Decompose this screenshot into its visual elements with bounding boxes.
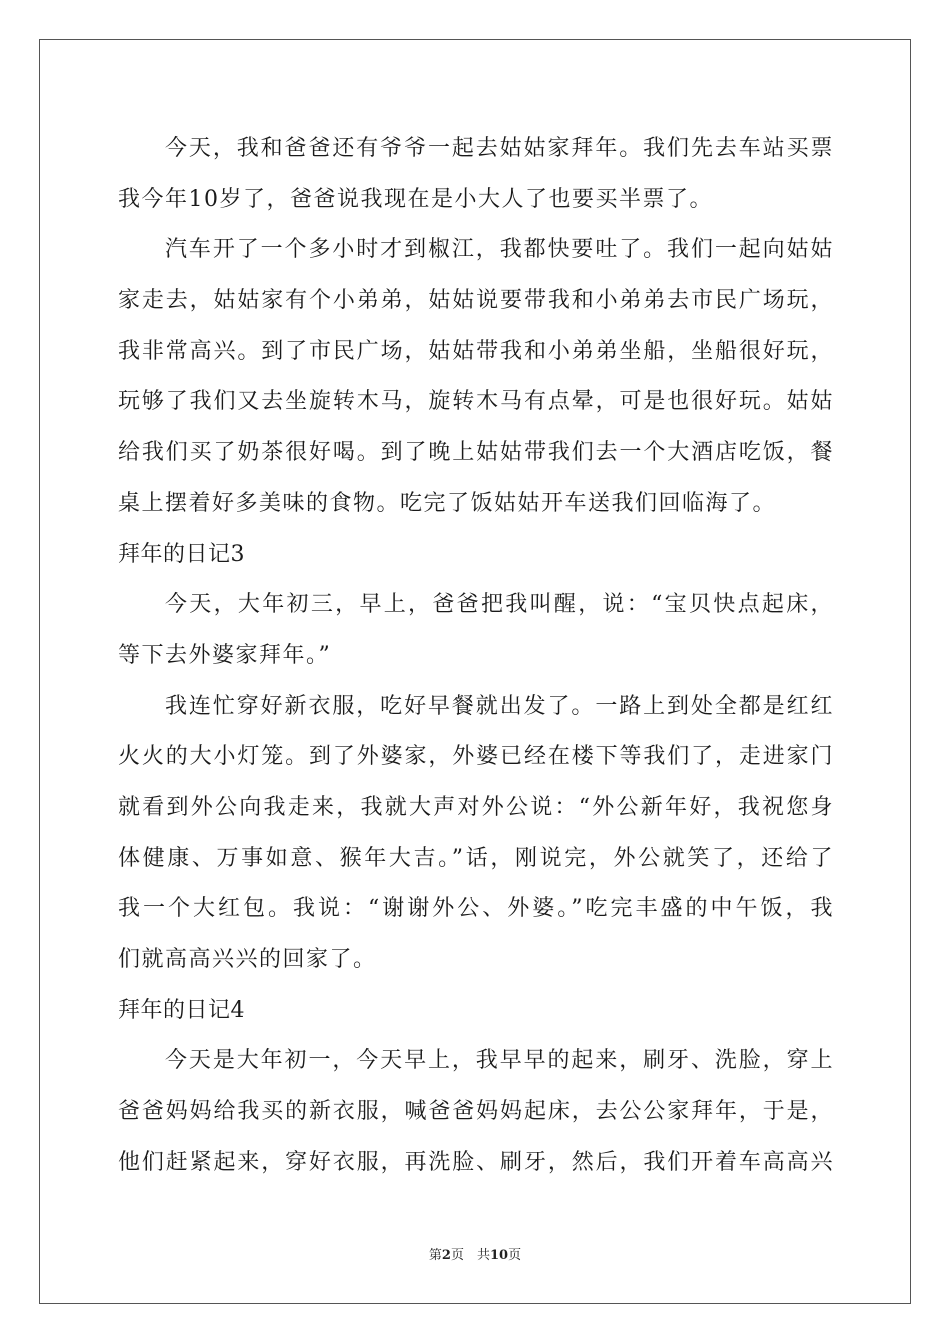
paragraph-line: 玩够了我们又去坐旋转木马，旋转木马有点晕，可是也很好玩。姑姑	[118, 389, 834, 415]
paragraph-line: 今天，我和爸爸还有爷爷一起去姑姑家拜年。我们先去车站买票	[165, 136, 834, 161]
paragraph-line: 火火的大小灯笼。到了外婆家，外婆已经在楼下等我们了，走进家门	[118, 744, 834, 770]
paragraph-line: 给我们买了奶茶很好喝。到了晚上姑姑带我们去一个大酒店吃饭，餐	[118, 440, 834, 466]
footer-prefix: 第	[428, 1248, 442, 1263]
footer-mid: 页 共	[450, 1248, 490, 1263]
paragraph-line: 就看到外公向我走来，我就大声对外公说：“外公新年好，我祝您身	[118, 794, 834, 820]
paragraph-line: 们就高高兴兴的回家了。	[118, 947, 377, 972]
section-heading: 拜年的日记4	[118, 997, 245, 1023]
paragraph-line: 等下去外婆家拜年。”	[118, 642, 332, 668]
document-body	[118, 124, 834, 1188]
paragraph-line: 体健康、万事如意、猴年大吉。”话，刚说完，外公就笑了，还给了	[118, 845, 834, 871]
paragraph-line: 我非常高兴。到了市民广场，姑姑带我和小弟弟坐船，坐船很好玩，	[118, 338, 834, 364]
paragraph-line: 今天是大年初一，今天早上，我早早的起来，刷牙、洗脸，穿上	[165, 1048, 834, 1074]
total-page-count: 10	[489, 1248, 509, 1263]
paragraph-line: 我连忙穿好新衣服，吃好早餐就出发了。一路上到处全都是红红	[165, 693, 834, 719]
page-footer	[0, 1244, 950, 1263]
paragraph-line: 汽车开了一个多小时才到椒江，我都快要吐了。我们一起向姑姑	[165, 237, 834, 263]
paragraph-line: 家走去，姑姑家有个小弟弟，姑姑说要带我和小弟弟去市民广场玩，	[118, 288, 834, 314]
current-page-number: 2	[441, 1248, 451, 1263]
paragraph-line: 今天，大年初三，早上，爸爸把我叫醒，说：“宝贝快点起床，	[165, 592, 834, 618]
paragraph-line: 爸爸妈妈给我买的新衣服，喊爸爸妈妈起床，去公公家拜年，于是，	[118, 1099, 834, 1125]
paragraph-line: 他们赶紧起来，穿好衣服，再洗脸、刷牙，然后，我们开着车高高兴	[118, 1149, 834, 1175]
footer-suffix: 页	[508, 1248, 522, 1263]
paragraph-line: 我今年10岁了，爸爸说我现在是小大人了也要买半票了。	[118, 186, 713, 212]
section-heading: 拜年的日记3	[118, 541, 245, 567]
paragraph-line: 桌上摆着好多美味的食物。吃完了饭姑姑开车送我们回临海了。	[118, 490, 777, 516]
paragraph-line: 我一个大红包。我说：“谢谢外公、外婆。”吃完丰盛的中午饭，我	[118, 896, 834, 922]
